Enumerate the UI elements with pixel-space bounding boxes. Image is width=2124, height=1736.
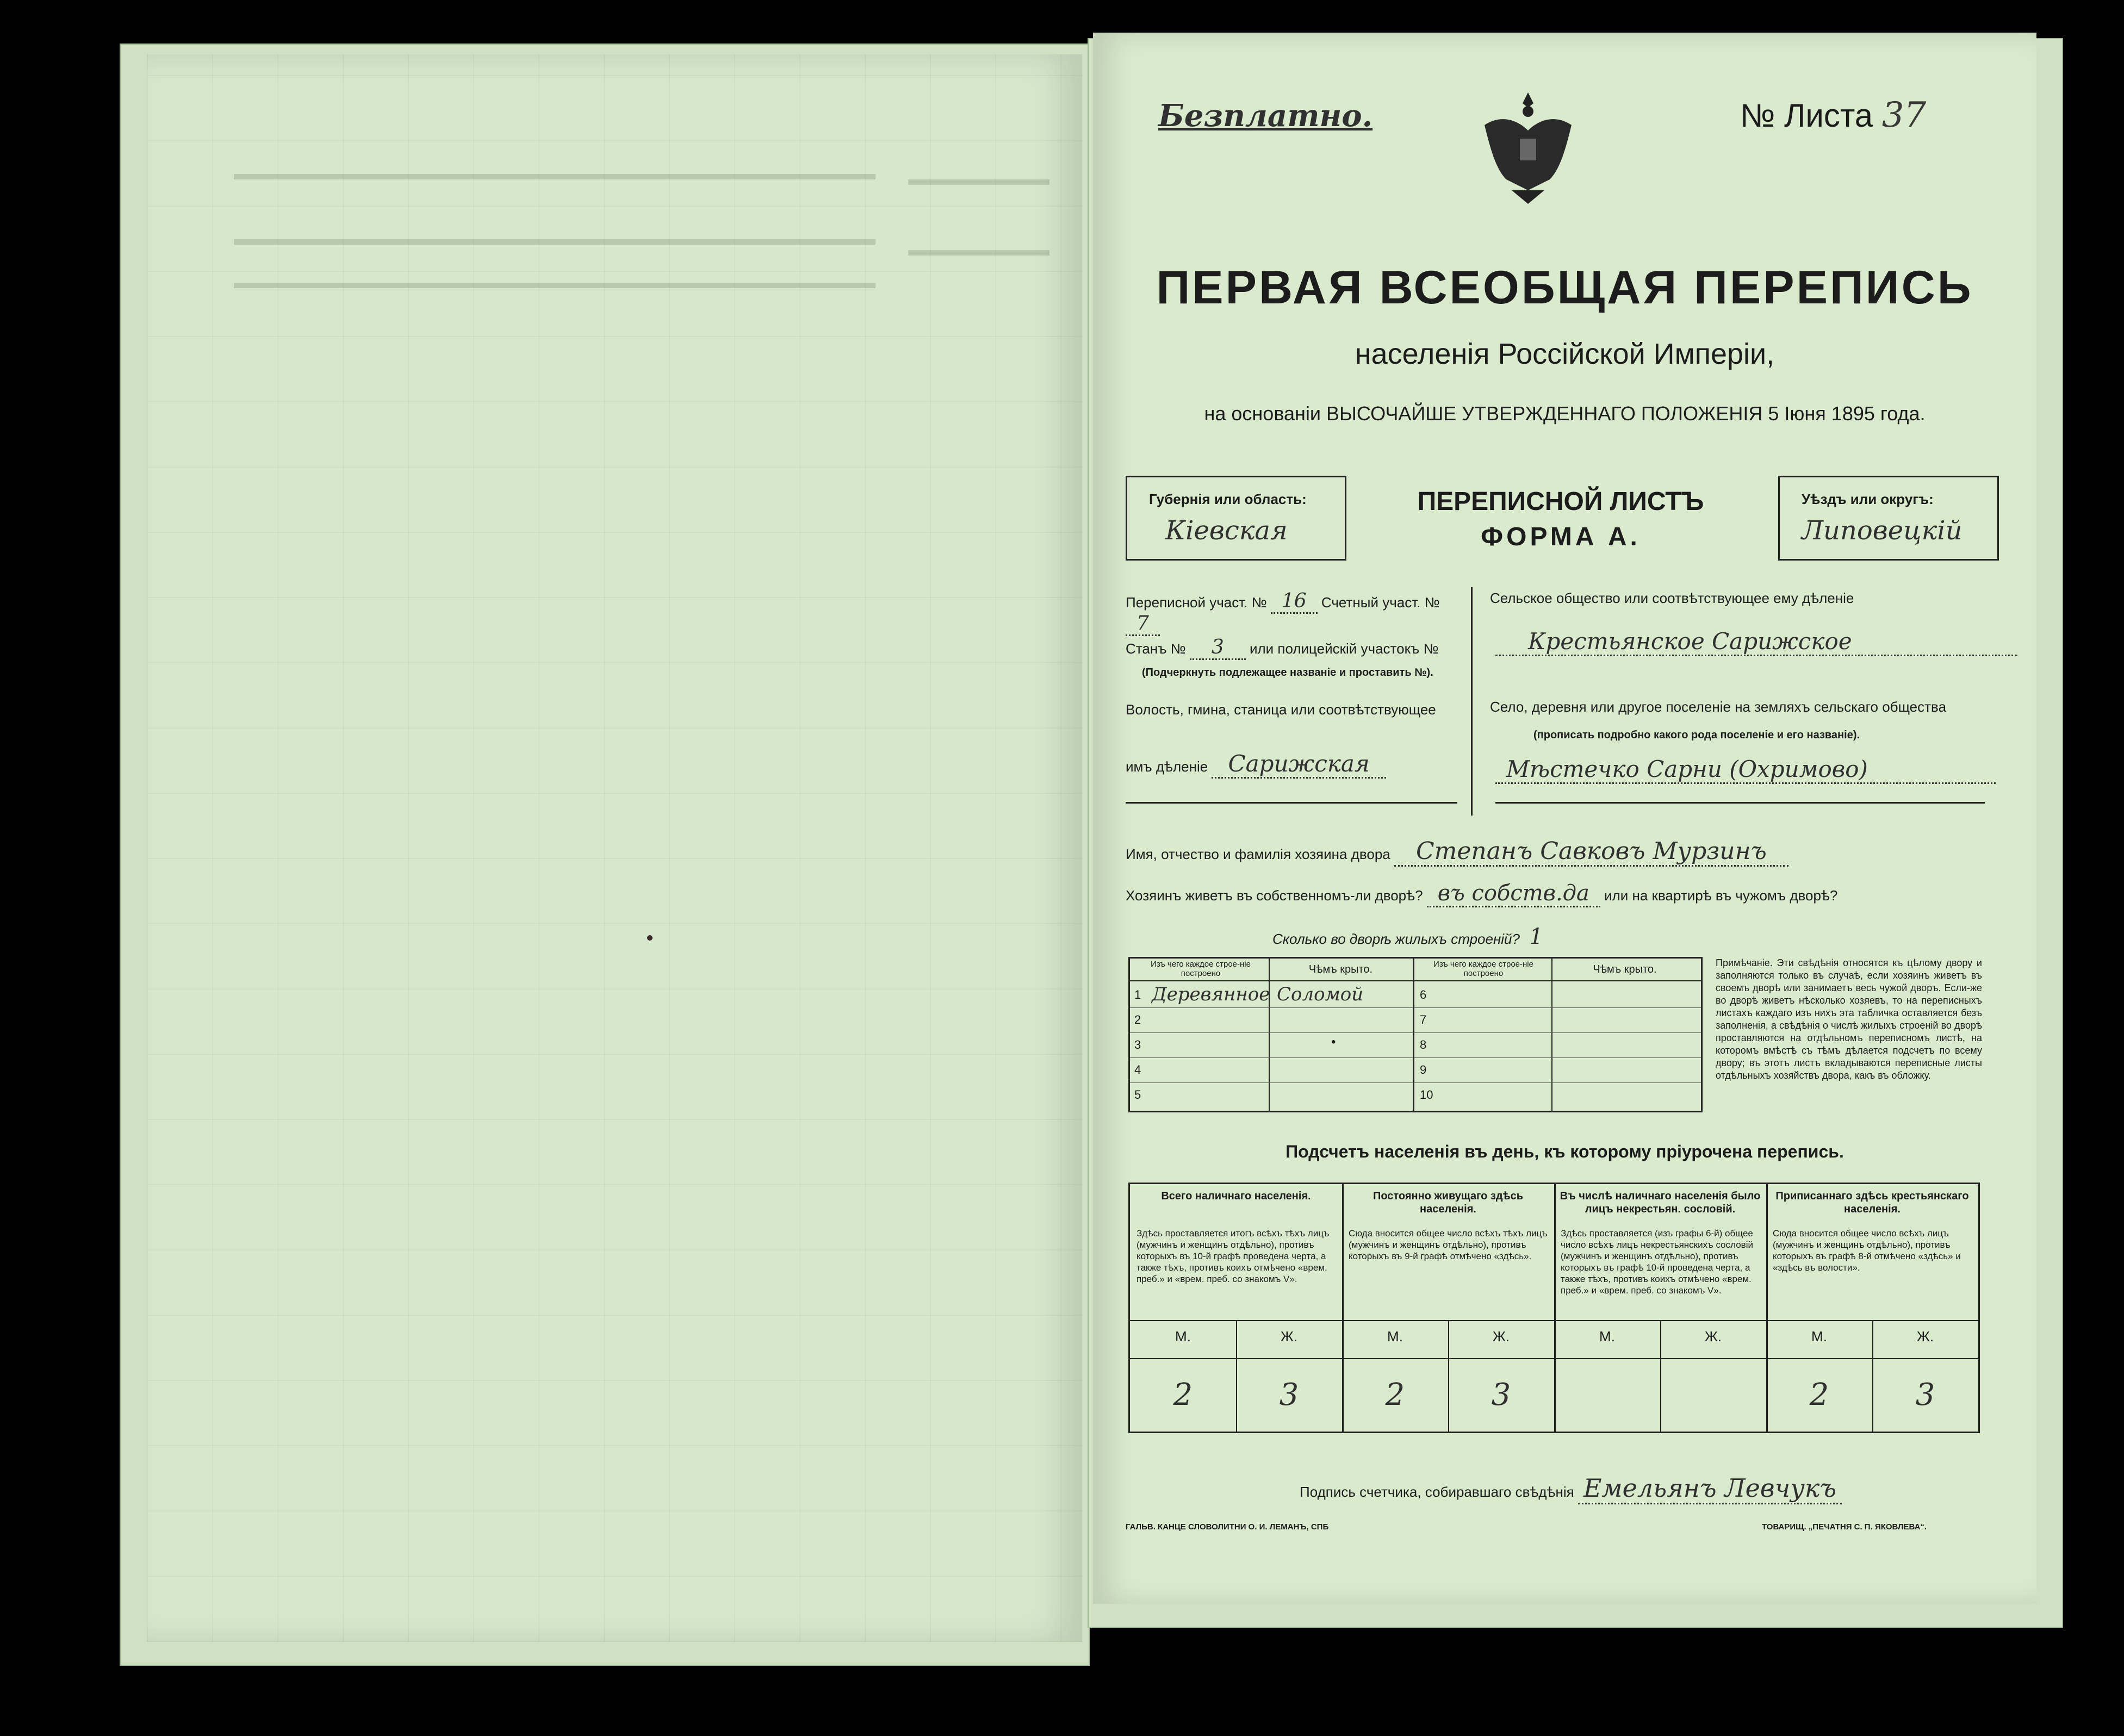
table-row — [1414, 1057, 1701, 1083]
main-title: ПЕРВАЯ ВСЕОБЩАЯ ПЕРЕПИСЬ — [1156, 262, 1973, 314]
volost-label-2: имъ дѣленіе — [1126, 758, 1208, 775]
summary-header: Въ числѣ наличнаго населенія было лицъ некрестьян. сословій. — [1560, 1190, 1761, 1215]
summary-header: Приписаннаго здѣсь крестьянскаго населенія. — [1775, 1190, 1969, 1215]
male-count: 2 — [1385, 1377, 1405, 1413]
uezd-box — [1778, 476, 1999, 561]
gubernia-box — [1126, 476, 1346, 561]
buildings-table — [1128, 957, 1703, 1112]
village-value: Мѣстечко Сарни (Охримово) — [1495, 756, 1996, 784]
ink-dot — [647, 935, 653, 941]
row-roof: Соломой — [1277, 984, 1364, 1005]
uezd-value: Липовецкій — [1802, 515, 1962, 546]
female-label: Ж. — [1704, 1328, 1722, 1345]
left-field-divider — [1126, 802, 1457, 804]
row-number: 6 — [1420, 988, 1427, 1001]
owner-value: Степанъ Савковъ Мурзинъ — [1394, 837, 1788, 867]
volost-value: Сарижская — [1212, 750, 1386, 779]
material-header: Изъ чего каждое строе-ніе построено — [1151, 960, 1251, 978]
table-row — [1130, 982, 1413, 1008]
stan-value: 3 — [1190, 636, 1246, 660]
sheet-number-label: № Листа — [1740, 97, 1873, 134]
table-row — [1130, 1007, 1413, 1033]
signature-row — [1300, 1473, 1842, 1503]
lives-value: въ собств.да — [1427, 881, 1600, 907]
row-number: 2 — [1134, 1013, 1141, 1026]
subtitle: населенія Россійской Имперіи, — [1355, 338, 1775, 370]
lives-row — [1126, 881, 1996, 906]
sheet-number-value: 37 — [1881, 95, 1927, 135]
summary-header: Всего наличнаго населенія. — [1161, 1190, 1311, 1202]
female-label: Ж. — [1492, 1328, 1510, 1345]
row-roof: • — [1331, 1035, 1336, 1049]
printer-imprint-left: ГАЛЬВ. КАНЦЕ СЛОВОЛИТНИ О. И. ЛЕМАНЪ, СПБ — [1126, 1522, 1329, 1532]
male-label: М. — [1599, 1328, 1615, 1345]
signature-label: Подпись счетчика, собиравшаго свѣдѣнія — [1300, 1484, 1574, 1500]
male-count: 2 — [1173, 1377, 1193, 1413]
uezd-label: Уѣздъ или округъ: — [1802, 491, 1934, 507]
summary-line — [1342, 1358, 1554, 1359]
village-label: Село, деревня или другое поселеніе на земляхъ сельскаго общества — [1490, 699, 1947, 715]
female-label: Ж. — [1280, 1328, 1298, 1345]
summary-header: Постоянно живущаго здѣсь населенія. — [1372, 1190, 1524, 1215]
table-header-line — [1130, 980, 1701, 981]
male-label: М. — [1387, 1328, 1403, 1345]
imperial-eagle-emblem — [1468, 87, 1588, 207]
count-district-value: 7 — [1126, 612, 1160, 636]
male-label: М. — [1175, 1328, 1191, 1345]
summary-desc: Здѣсь проставляется итогъ всѣхъ тѣхъ лицъ (мужчинъ и женщинъ отдѣльно), противъ которыхъ въ 10-й графѣ проведена черта, а также тѣхъ, противъ коихъ отмѣчено «врем. преб.» и «врем. преб. со знакомъ V». — [1136, 1228, 1330, 1284]
row-number: 7 — [1420, 1013, 1427, 1026]
buildings-row — [1272, 924, 1543, 949]
summary-table — [1128, 1183, 1980, 1433]
summary-desc: Здѣсь проставляется (изъ графы 6-й) общее число всѣхъ лицъ некрестьянскихъ сословій (мужчинъ и женщинъ отдѣльно), противъ которыхъ въ графѣ 10-й проведена черта, а также тѣхъ, противъ коихъ отмѣчено «врем. преб.» и «врем. преб. со знакомъ V». — [1561, 1228, 1753, 1296]
sheet-number — [1740, 95, 1926, 135]
summary-title: Подсчетъ населенія въ день, къ которому пріурочена перепись. — [1285, 1142, 1844, 1161]
volost-row — [1126, 750, 1463, 777]
decree-line: на основаніи ВЫСОЧАЙШЕ УТВЕРЖДЕННАГО ПОЛОЖЕНІЯ 5 Іюня 1895 года. — [1204, 402, 1926, 425]
gubernia-value: Кіевская — [1165, 515, 1288, 546]
summary-column — [1342, 1184, 1556, 1432]
row-material: Деревянное — [1152, 984, 1270, 1005]
census-district-label: Переписной участ. № — [1126, 594, 1267, 611]
roof-header: Чѣмъ крыто. — [1308, 963, 1373, 975]
society-value: Крестьянское Сарижское — [1495, 628, 2017, 656]
signature-value: Емельянъ Левчукъ — [1578, 1473, 1842, 1504]
female-count: 3 — [1915, 1377, 1935, 1413]
male-label: М. — [1811, 1328, 1827, 1345]
table-row — [1414, 1082, 1701, 1107]
left-page — [147, 54, 1082, 1642]
summary-desc: Сюда вносится общее число всѣхъ тѣхъ лицъ (мужчинъ и женщинъ отдѣльно), противъ которыхъ въ 9-й графѣ отмѣчено «здѣсь». — [1349, 1228, 1548, 1261]
row-number: 8 — [1420, 1038, 1427, 1051]
summary-column — [1130, 1184, 1344, 1432]
table-row — [1130, 1032, 1413, 1058]
ghost-line — [908, 250, 1049, 256]
summary-line — [1766, 1358, 1978, 1359]
material-header-2: Изъ чего каждое строе-ніе построено — [1433, 960, 1533, 978]
stan-note: (Подчеркнуть подлежащее названіе и проставить №). — [1142, 667, 1433, 679]
sheet-title-box — [1349, 476, 1773, 557]
row-number: 10 — [1420, 1088, 1433, 1102]
summary-desc: Сюда вносится общее число всѣхъ лицъ (мужчинъ и женщинъ отдѣльно), противъ которыхъ въ графѣ 8-й отмѣчено «здѣсь» и «здѣсь въ волости». — [1773, 1228, 1961, 1273]
row-number: 1 — [1134, 988, 1141, 1001]
gubernia-label: Губернія или область: — [1149, 491, 1307, 507]
table-row — [1130, 1082, 1413, 1107]
ghost-line — [234, 239, 875, 245]
society-label: Сельское общество или соотвѣтствующее ему дѣленіе — [1490, 590, 1854, 606]
summary-line — [1554, 1358, 1766, 1359]
form-label: ФОРМА А. — [1481, 522, 1641, 551]
table-row — [1414, 982, 1701, 1008]
census-form-page — [1093, 33, 2036, 1604]
summary-line — [1130, 1358, 1342, 1359]
stan-row — [1126, 636, 1463, 658]
free-label: Безплатно. — [1158, 98, 1373, 134]
female-count: 3 — [1279, 1377, 1299, 1413]
count-district-label: Счетный участ. № — [1321, 594, 1440, 611]
table-row — [1414, 1007, 1701, 1033]
summary-column — [1554, 1184, 1768, 1432]
census-district-row — [1126, 590, 1463, 634]
table-note: Примѣчаніе. Эти свѣдѣнія относятся къ цѣлому двору и заполняются только въ случаѣ, если хозяинъ живетъ въ своемъ дворѣ или занимаетъ весь чужой дворъ. Если-же во дворѣ живетъ нѣсколько хозяевъ, то на переписныхъ листахъ каждаго изъ нихъ эта табличка оставляется безъ заполненія, а свѣдѣнія о числѣ жилыхъ строеній во дворѣ проставляются на отдѣльномъ переписномъ листѣ, на которомъ вмѣстѣ съ тѣмъ дѣлается подсчетъ по всему двору; въ этотъ листъ вкладываются переписные листы отдѣльныхъ хозяйствъ двора, какъ въ обложку. — [1716, 957, 1982, 1081]
owner-row — [1126, 837, 1996, 865]
summary-column — [1766, 1184, 1978, 1432]
row-number: 3 — [1134, 1038, 1141, 1051]
ghost-line — [234, 283, 875, 288]
census-district-value: 16 — [1271, 590, 1318, 614]
row-number: 4 — [1134, 1063, 1141, 1077]
right-field-divider — [1495, 802, 1985, 804]
buildings-value: 1 — [1529, 924, 1543, 949]
sheet-title: ПЕРЕПИСНОЙ ЛИСТЪ — [1417, 487, 1704, 516]
row-number: 5 — [1134, 1088, 1141, 1102]
stan-label: Станъ № — [1126, 640, 1186, 657]
lives-label-2: или на квартирѣ въ чужомъ дворѣ? — [1604, 887, 1838, 904]
ghost-line — [908, 179, 1049, 185]
owner-label: Имя, отчество и фамилія хозяина двора — [1126, 846, 1390, 862]
table-row — [1130, 1057, 1413, 1083]
volost-label-1: Волость, гмина, станица или соотвѣтствующее — [1126, 701, 1436, 718]
buildings-label: Сколько во дворѣ жилыхъ строеній? — [1272, 931, 1520, 947]
field-column-divider — [1471, 587, 1473, 816]
female-count: 3 — [1491, 1377, 1511, 1413]
female-label: Ж. — [1916, 1328, 1934, 1345]
lives-label: Хозяинъ живетъ въ собственномъ-ли дворѣ? — [1126, 887, 1423, 904]
village-note: (прописать подробно какого рода поселеніе и его названіе). — [1533, 729, 1860, 741]
ghost-line — [234, 174, 875, 179]
printer-imprint-right: ТОВАРИЩ. „ПЕЧАТНЯ С. П. ЯКОВЛЕВА“. — [1762, 1522, 1927, 1532]
roof-header-2: Чѣмъ крыто. — [1593, 963, 1657, 975]
police-label: или полицейскій участокъ № — [1249, 640, 1439, 657]
row-number: 9 — [1420, 1063, 1427, 1077]
table-row — [1414, 1032, 1701, 1058]
male-count: 2 — [1809, 1377, 1829, 1413]
